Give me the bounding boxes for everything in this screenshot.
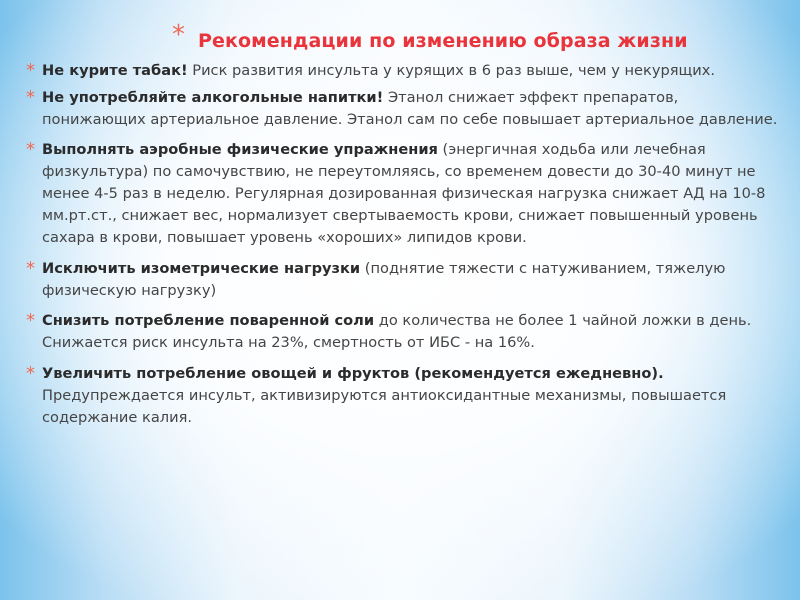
title-asterisk-bullet-icon: * (172, 20, 185, 50)
slide-title-row (172, 20, 772, 60)
item-lead-text: Выполнять аэробные физические упражнения (42, 141, 438, 158)
item-body-text: до количества не более 1 чайной ложки в день. Снижается риск инсульта на 23%, смертность от ИБС - на 16%. (42, 312, 752, 351)
list-item-aerobic-exercise (20, 139, 780, 249)
list-item-isometric-loads (20, 258, 780, 302)
item-body-text: Предупреждается инсульт, активизируются антиоксидантные механизмы, повышается содержание калия. (42, 387, 727, 426)
item-lead-text: Не употребляйте алкогольные напитки! (42, 89, 384, 106)
asterisk-bullet-icon: * (26, 363, 35, 384)
item-lead-text: Не курите табак! (42, 62, 188, 79)
asterisk-bullet-icon: * (26, 87, 35, 108)
item-body-text: Этанол снижает эффект препаратов, понижающих артериальное давление. Этанол сам по себе повышает артериальное давление. (42, 89, 778, 128)
item-lead-text: Снизить потребление поваренной соли (42, 312, 375, 329)
list-item-no-alcohol (20, 87, 780, 131)
item-body-text: Риск развития инсульта у курящих в 6 раз выше, чем у некурящих. (187, 62, 716, 79)
asterisk-bullet-icon: * (26, 139, 35, 160)
item-body-text: (энергичная ходьба или лечебная физкультура) по самочувствию, не переутомляясь, со временем довести до 30-40 минут не менее 4-5 раз в неделю. Регулярная дозированная физическая нагрузка снижает АД на 10-8 мм.рт.ст., снижает вес, нормализует свертываемость крови, снижает повышенный уровень сахара в крови, повышает уровень «хороших» липидов крови. (42, 141, 766, 246)
slide-title: Рекомендации по изменению образа жизни (198, 30, 688, 52)
list-item-no-smoking (20, 60, 780, 82)
list-item-reduce-salt (20, 310, 780, 354)
item-lead-text: Увеличить потребление овощей и фруктов (рекомендуется ежедневно). (42, 365, 664, 382)
asterisk-bullet-icon: * (26, 310, 35, 331)
asterisk-bullet-icon: * (26, 258, 35, 279)
list-item-vegetables-fruits (20, 363, 780, 429)
recommendations-list (20, 60, 780, 438)
item-lead-text: Исключить изометрические нагрузки (42, 260, 361, 277)
asterisk-bullet-icon: * (26, 60, 35, 81)
item-body-text: (поднятие тяжести с натуживанием, тяжелую физическую нагрузку) (42, 260, 726, 299)
